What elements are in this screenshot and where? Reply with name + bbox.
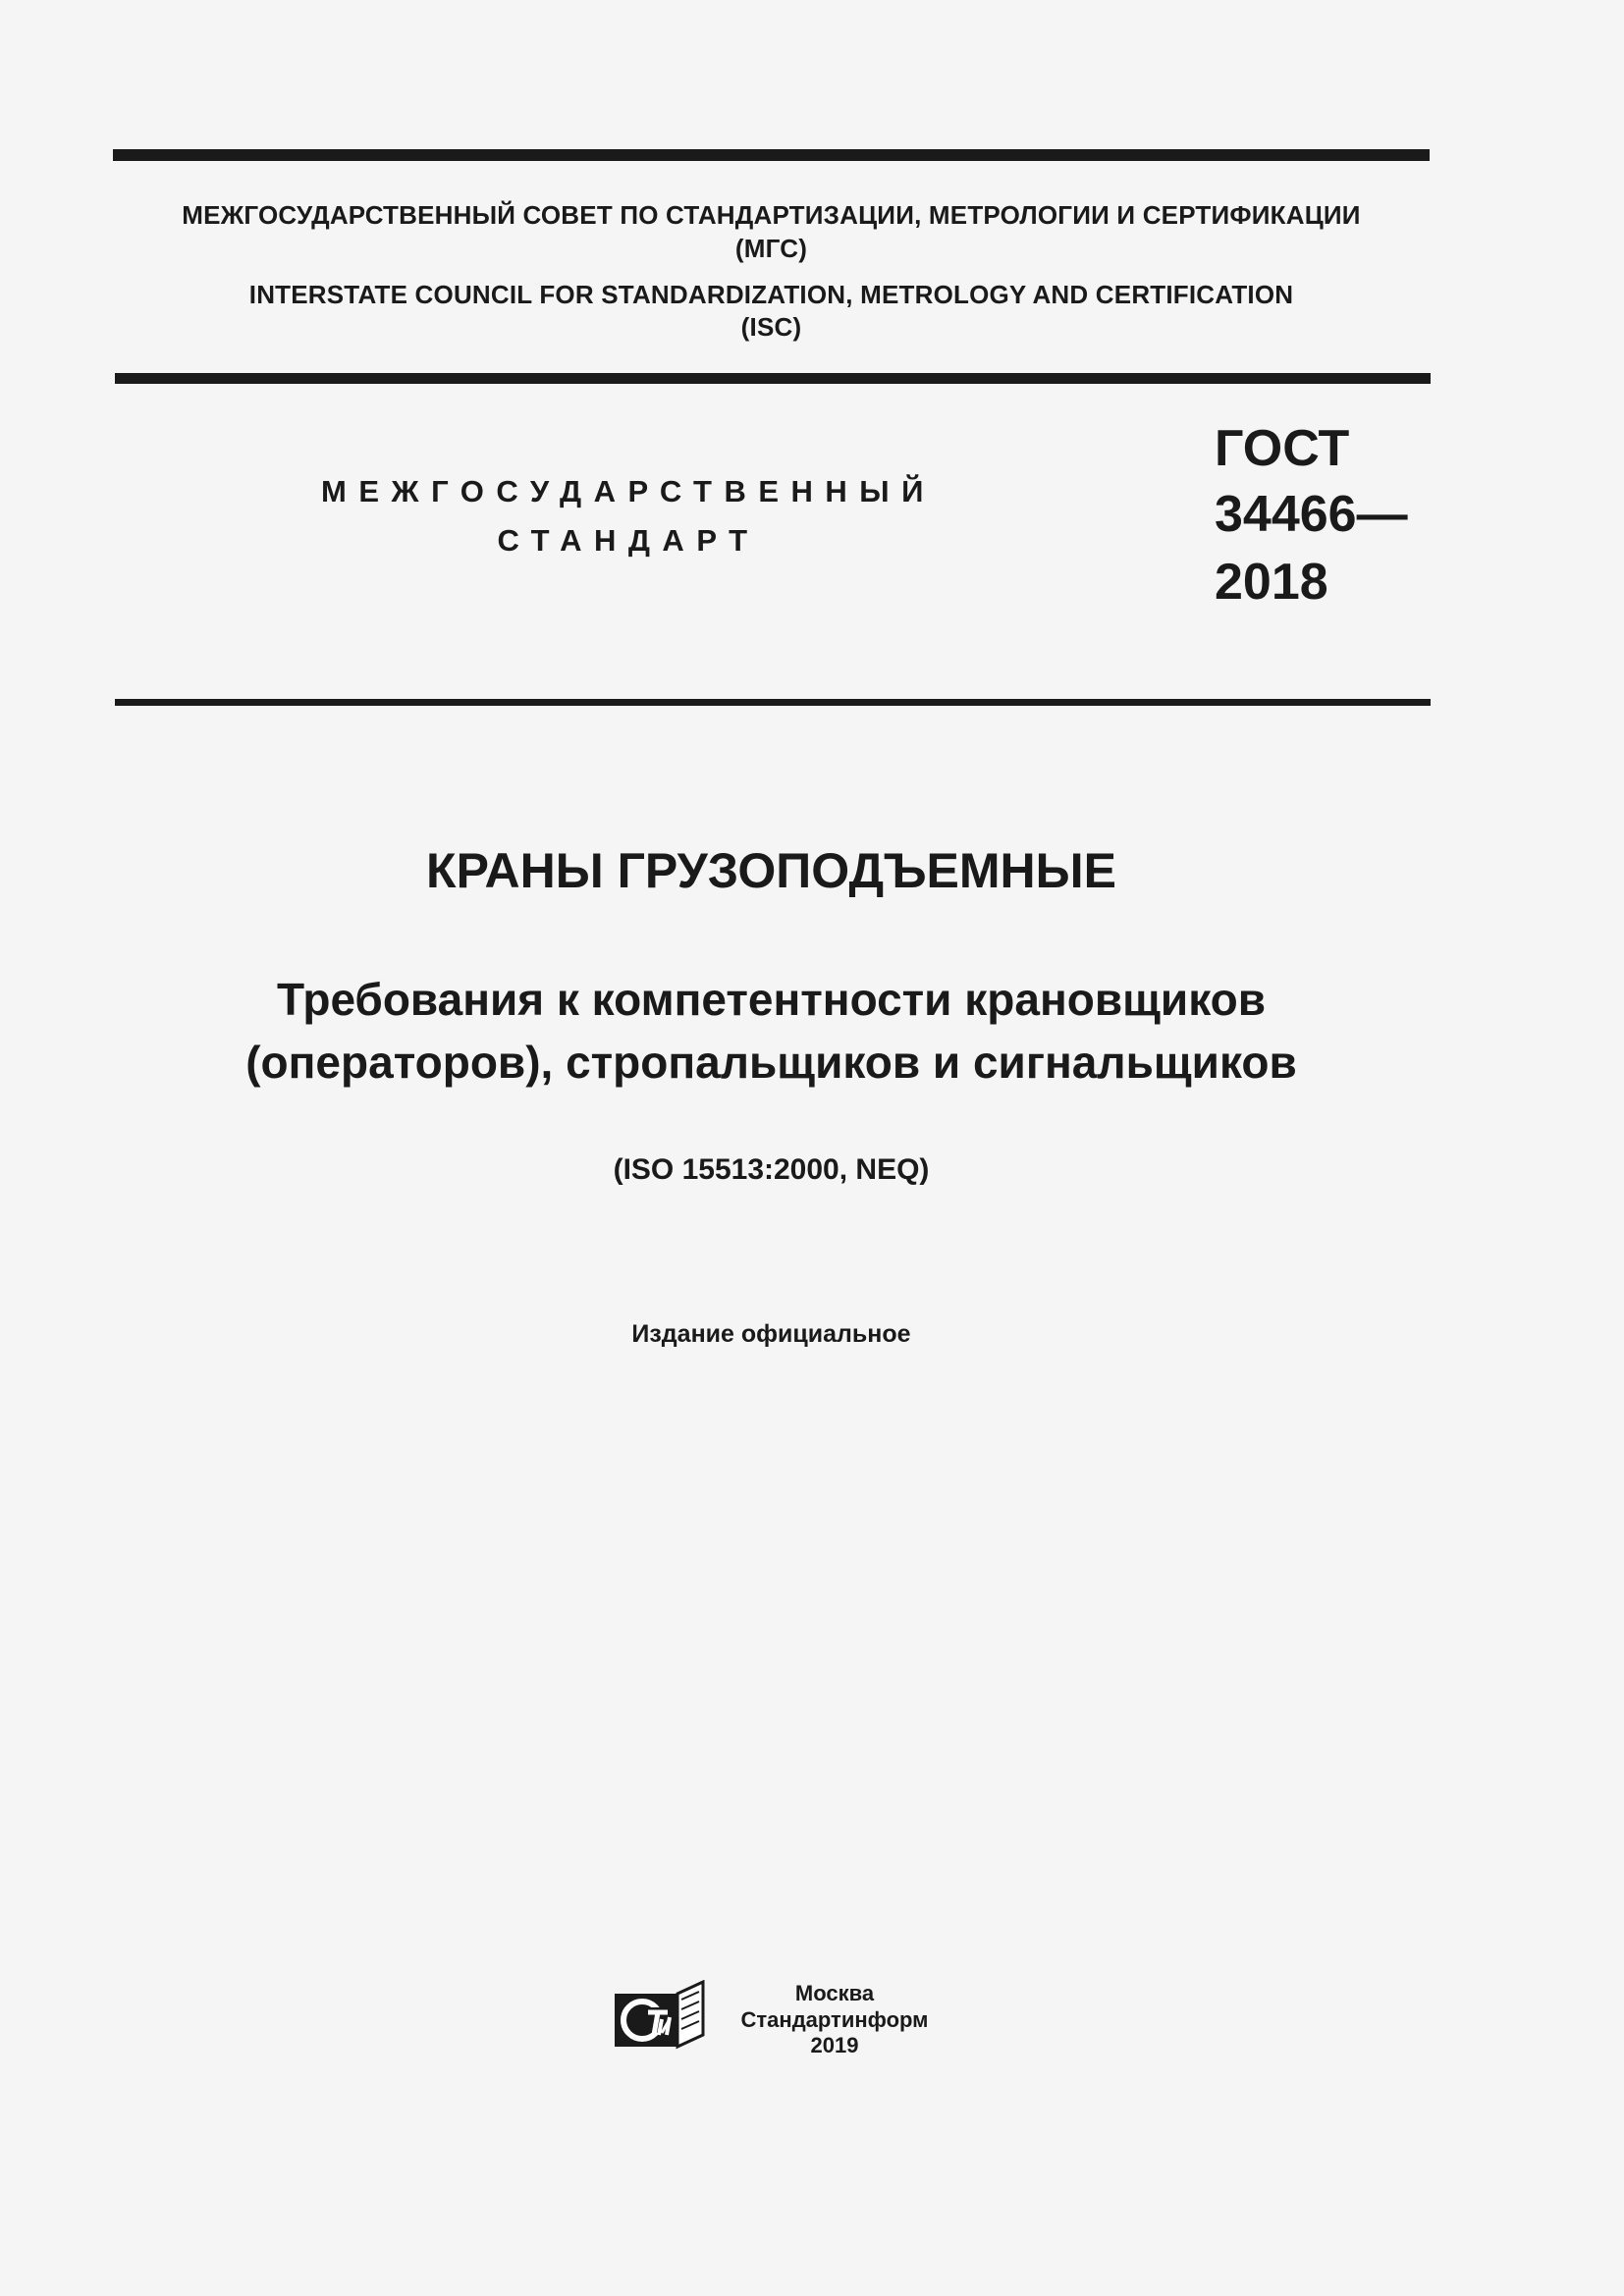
top-rule: [113, 149, 1430, 161]
document-subtitle-line-2: (операторов), стропальщиков и сигнальщиков: [245, 1037, 1297, 1088]
council-name-ru: МЕЖГОСУДАРСТВЕННЫЙ СОВЕТ ПО СТАНДАРТИЗАЦИИ, МЕТРОЛОГИИ И СЕРТИФИКАЦИИ: [182, 200, 1361, 230]
document-title: КРАНЫ ГРУЗОПОДЪЕМНЫЕ: [426, 843, 1116, 898]
gost-year: 2018: [1215, 554, 1328, 611]
gost-label: ГОСТ: [1215, 420, 1350, 477]
standard-type-line-2: СТАНДАРТ: [497, 523, 760, 558]
publisher-name: Стандартинформ: [740, 2007, 929, 2032]
header-rule: [115, 373, 1431, 384]
publisher-year: 2019: [810, 2033, 859, 2057]
section-rule: [115, 699, 1431, 706]
document-subtitle-line-1: Требования к компетентности крановщиков: [277, 974, 1266, 1025]
council-abbr-en: (ISC): [740, 312, 802, 342]
standartinform-logo-icon: [613, 1980, 705, 2053]
council-name-en: INTERSTATE COUNCIL FOR STANDARDIZATION, METROLOGY AND CERTIFICATION: [248, 280, 1294, 309]
council-abbr-ru: (МГС): [734, 234, 808, 263]
edition-label: Издание официальное: [631, 1320, 911, 1348]
publisher-city: Москва: [794, 1981, 875, 2005]
iso-reference: (ISO 15513:2000, NEQ): [613, 1153, 930, 1186]
gost-number: 34466—: [1215, 486, 1408, 543]
standard-type-line-1: МЕЖГОСУДАРСТВЕННЫЙ: [321, 474, 936, 508]
